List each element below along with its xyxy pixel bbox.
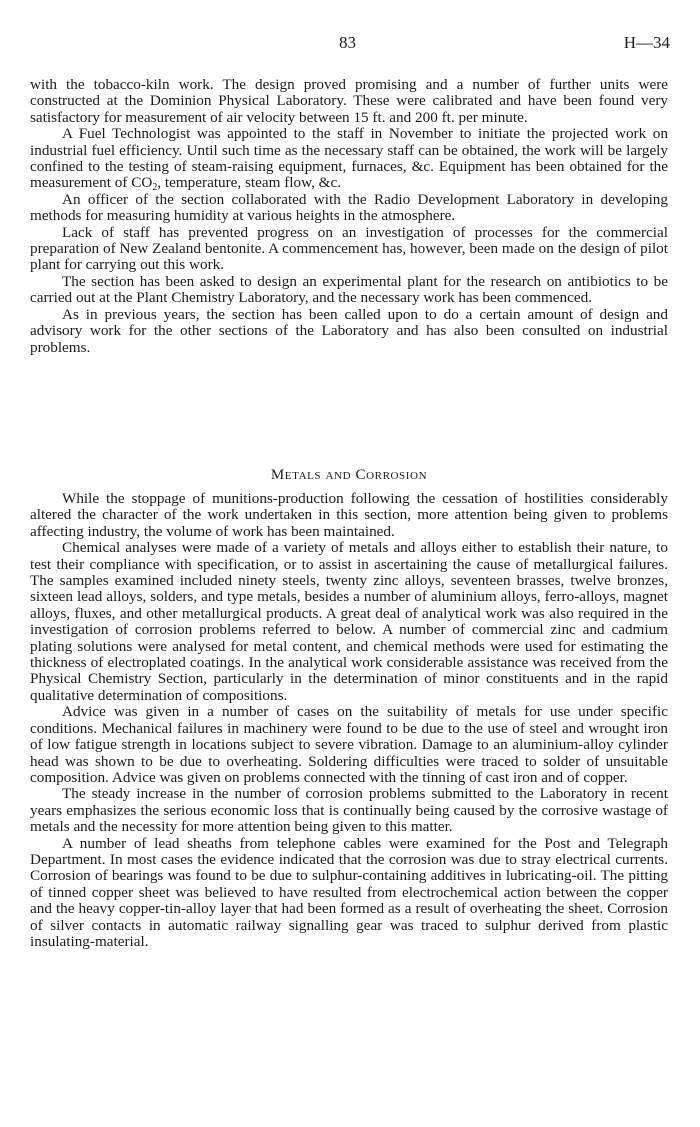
page-header xyxy=(0,33,700,55)
report-reference: H—34 xyxy=(623,33,670,52)
paragraph-lead-sheaths: A number of lead sheaths from telephone cables were examined for the Post and Telegraph Department. In most cases the evidence indicated that the corrosion was due to stray electrical currents. Corrosion of bearings was found to be due to sulphur-containing additives in lubricating-oil. The pitting of tinned copper sheet was believed to have resulted from electrochemical action between the copper and the heavy copper-tin-alloy layer that had been formed as a result of overheating the sheet. Corrosion of silver contacts in automatic railway signalling gear was traced to sulphur derived from plastic insulating-material. xyxy=(30,834,668,950)
metals-corrosion-section xyxy=(30,467,668,950)
paragraph-advisory: As in previous years, the section has been called upon to do a certain amount of design and advisory work for the other sections of the Laboratory and has also been consulted on industrial problems. xyxy=(30,305,668,356)
paragraph-antibiotics: The section has been asked to design an experimental plant for the research on antibiotics to be carried out at the Plant Chemistry Laboratory, and the necessary work has been commenced. xyxy=(30,272,668,307)
fuel-text-start: A Fuel Technologist was appointed to the staff in November to initiate the projected work on industrial fuel efficiency. Until such time as the necessary staff can be obtained, the work will be largely confined to the testing of steam-raising equipment, furnaces, &c. Equipment has been obtained for the measurement of CO xyxy=(30,125,668,192)
paragraph-munitions: While the stoppage of munitions-production following the cessation of hostilities considerably altered the character of the work undertaken in this section, more attention being given to problems affecting industry, the volume of work has been maintained. xyxy=(30,490,668,540)
co2-subscript: 2 xyxy=(152,182,158,194)
paragraph-corrosion-increase: The steady increase in the number of corrosion problems submitted to the Laboratory in recent years emphasizes the serious economic loss that is continually being caused by the corrosive wastage of metals and the necessity for more attention being given to this matter. xyxy=(30,785,668,836)
intro-section xyxy=(30,77,668,356)
paragraph-fuel-technologist xyxy=(30,126,668,192)
page-number: 83 xyxy=(339,33,356,52)
fuel-text-end: , temperature, steam flow, &c. xyxy=(157,174,342,192)
paragraph-advice: Advice was given in a number of cases on the suitability of metals for use under specific conditions. Mechanical failures in machinery were found to be due to the use of steel and wrought iron of low fatigue strength in locations subject to severe vibration. Damage to an aluminium-alloy cylinder head was shown to be due to overheating. Soldering difficulties were traced to solder of unsuitable composition. Advice was given on problems connected with the tinning of cast iron and of copper. xyxy=(30,703,668,786)
paragraph-kiln-work: with the tobacco-kiln work. The design proved promising and a number of further units were constructed at the Dominion Physical Laboratory. These were calibrated and have been found very satisfactory for measurement of air velocity between 15 ft. and 200 ft. per minute. xyxy=(30,76,668,126)
section-heading: Metals and Corrosion xyxy=(270,467,428,483)
paragraph-humidity: An officer of the section collaborated with the Radio Development Laboratory in developing methods for measuring humidity at various heights in the atmosphere. xyxy=(30,190,668,225)
paragraph-chemical-analyses: Chemical analyses were made of a variety of metals and alloys either to establish their nature, to test their compliance with specification, or to assist in ascertaining the cause of metallurgical failures. The samples examined included ninety steels, twenty zinc alloys, seventeen brasses, twelve bronzes, sixteen lead alloys, solders, and type metals, besides a number of aluminium alloys, ferro-alloys, magnet alloys, fluxes, and other metallurgical products. A great deal of analytical work was also required in the investigation of corrosion problems referred to below. A number of commercial zinc and cadmium plating solutions were analysed for metal content, and chemical methods were used for estimating the thickness of electroplated coatings. In the analytical work considerable assistance was received from the Physical Chemistry Section, particularly in the determination of minor constituents and in the rapid qualitative determination of compositions. xyxy=(30,539,668,704)
paragraph-bentonite: Lack of staff has prevented progress on an investigation of processes for the commercial preparation of New Zealand bentonite. A commencement has, however, been made on the design of pilot plant for carrying out this work. xyxy=(30,223,668,274)
